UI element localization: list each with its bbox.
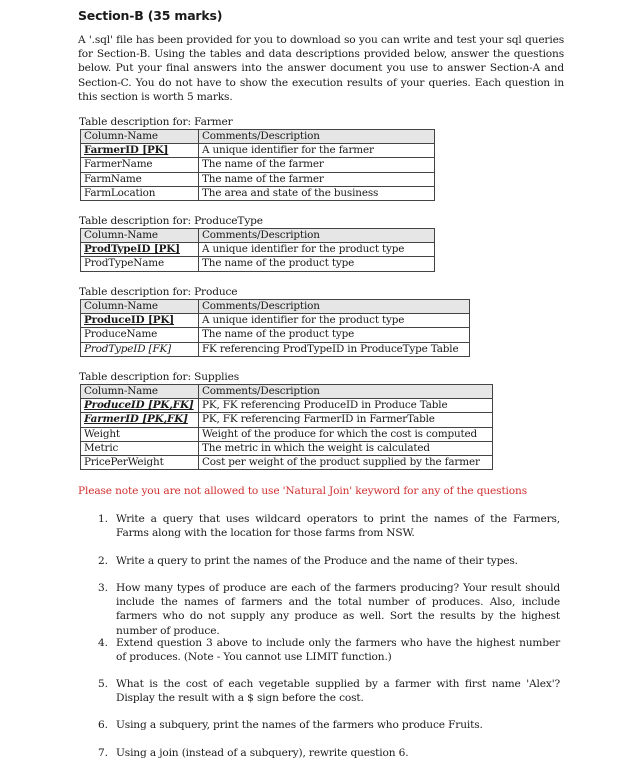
table-row (81, 314, 470, 328)
column-header: Column-Name (81, 300, 199, 314)
column-name-cell: ProdTypeName (81, 257, 199, 271)
question-number: 7. (98, 747, 108, 759)
table-caption-supplies: Table description for: Supplies (79, 371, 240, 383)
column-name-cell: FarmerID [PK] (81, 144, 199, 158)
column-name-cell: ProduceID [PK] (81, 314, 199, 328)
question-number: 2. (98, 555, 108, 567)
column-header: Column-Name (81, 229, 199, 243)
column-name-cell: ProduceName (81, 328, 199, 342)
question-text: What is the cost of each vegetable supplied by a farmer with first name 'Alex'? Display the result with a $ sign before the cost. (116, 678, 560, 705)
column-header: Comments/Description (199, 385, 493, 399)
column-name-cell: Metric (81, 441, 199, 455)
description-cell: The name of the product type (199, 257, 435, 271)
description-cell: Weight of the produce for which the cost is computed (199, 427, 493, 441)
question-text: Extend question 3 above to include only the farmers who have the highest number of produces. (Note - You cannot use LIMIT function.) (116, 637, 560, 664)
question-number: 3. (98, 582, 108, 594)
description-cell: The name of the farmer (199, 172, 435, 186)
description-cell: A unique identifier for the product type (199, 314, 470, 328)
section-title: Section-B (35 marks) (78, 8, 223, 23)
question-item (98, 746, 560, 760)
description-cell: PK, FK referencing FarmerID in FarmerTable (199, 413, 493, 427)
question-item (98, 512, 560, 540)
table-row (81, 455, 493, 469)
table-farmer (80, 129, 435, 201)
description-cell: The name of the farmer (199, 158, 435, 172)
question-item (98, 581, 560, 638)
question-item (98, 554, 560, 568)
table-row (81, 441, 493, 455)
description-cell: Cost per weight of the product supplied by the farmer (199, 455, 493, 469)
table-header-row (81, 229, 435, 243)
description-cell: The area and state of the business (199, 186, 435, 200)
description-cell: FK referencing ProdTypeID in ProduceType Table (199, 342, 470, 356)
table-row (81, 399, 493, 413)
table-caption-farmer: Table description for: Farmer (79, 116, 233, 128)
natural-join-note: Please note you are not allowed to use 'Natural Join' keyword for any of the questions (78, 485, 527, 497)
column-header: Comments/Description (199, 300, 470, 314)
question-text: Write a query that uses wildcard operators to print the names of the Farmers, Farms along with the location for those farms from NSW. (116, 513, 560, 540)
table-row (81, 158, 435, 172)
table-row (81, 243, 435, 257)
question-item (98, 677, 560, 705)
question-text: Using a subquery, print the names of the farmers who produce Fruits. (116, 719, 483, 731)
table-header-row (81, 300, 470, 314)
table-caption-produce: Table description for: Produce (79, 286, 238, 298)
table-caption-producetype: Table description for: ProduceType (79, 215, 263, 227)
column-name-cell: ProdTypeID [PK] (81, 243, 199, 257)
description-cell: The name of the product type (199, 328, 470, 342)
question-number: 5. (98, 678, 108, 690)
column-header: Comments/Description (199, 130, 435, 144)
table-row (81, 328, 470, 342)
table-producetype (80, 228, 435, 272)
question-number: 6. (98, 719, 108, 731)
question-item (98, 718, 560, 732)
table-row (81, 413, 493, 427)
question-text: Write a query to print the names of the Produce and the name of their types. (116, 555, 518, 567)
intro-paragraph: A '.sql' file has been provided for you to download so you can write and test your sql queries for Section-B. Using the tables and data descriptions provided below, answer the questions below. Put your final answers into the answer document you use to answer Section-A and Section-C. You do not have to show the execution results of your queries. Each question in this section is worth 5 marks. (78, 34, 564, 103)
column-name-cell: ProduceID [PK,FK] (81, 399, 199, 413)
column-header: Column-Name (81, 130, 199, 144)
column-name-cell: FarmName (81, 172, 199, 186)
description-cell: A unique identifier for the farmer (199, 144, 435, 158)
table-row (81, 144, 435, 158)
question-number: 1. (98, 513, 108, 525)
column-header: Column-Name (81, 385, 199, 399)
description-cell: PK, FK referencing ProduceID in Produce Table (199, 399, 493, 413)
table-row (81, 257, 435, 271)
question-item (98, 636, 560, 664)
table-row (81, 427, 493, 441)
table-supplies (80, 384, 493, 470)
description-cell: The metric in which the weight is calculated (199, 441, 493, 455)
column-name-cell: FarmLocation (81, 186, 199, 200)
question-text: Using a join (instead of a subquery), rewrite question 6. (116, 747, 409, 759)
table-row (81, 342, 470, 356)
table-header-row (81, 130, 435, 144)
column-name-cell: ProdTypeID [FK] (81, 342, 199, 356)
column-name-cell: FarmerID [PK,FK] (81, 413, 199, 427)
table-row (81, 186, 435, 200)
column-name-cell: PricePerWeight (81, 455, 199, 469)
column-header: Comments/Description (199, 229, 435, 243)
table-header-row (81, 385, 493, 399)
question-number: 4. (98, 637, 108, 649)
description-cell: A unique identifier for the product type (199, 243, 435, 257)
question-text: How many types of produce are each of the farmers producing? Your result should include the names of farmers and the total number of produces. Also, include farmers who do not supply any produce as well. Sort the results by the highest number of produce. (116, 582, 560, 637)
column-name-cell: FarmerName (81, 158, 199, 172)
column-name-cell: Weight (81, 427, 199, 441)
table-produce (80, 299, 470, 357)
table-row (81, 172, 435, 186)
